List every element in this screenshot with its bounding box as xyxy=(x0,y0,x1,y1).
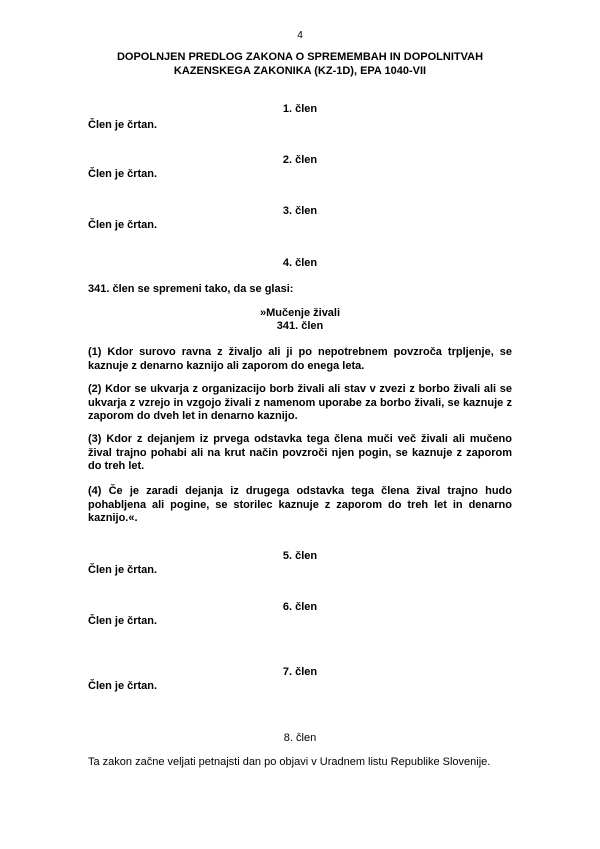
document-title-line-2: KAZENSKEGA ZAKONIKA (KZ-1D), EPA 1040-VII xyxy=(173,65,427,77)
article-1-number: 1. člen xyxy=(282,103,318,115)
article-341-paragraph-4: (4) Če je zaradi dejanja iz drugega odstavka tega člena žival trajno hudo pohabljena ali pogine, se storilec kaznuje z zaporom do treh let in denarno kaznijo.«. xyxy=(88,485,512,524)
article-2-number: 2. člen xyxy=(282,154,318,166)
article-341-paragraph-3: (3) Kdor z dejanjem iz prvega odstavka tega člena muči več živali ali mučeno žival trajno pohabi ali na krut način povzroči njen pogin, se kaznuje z zaporom do treh let. xyxy=(88,433,512,472)
article-2-text: Člen je črtan. xyxy=(88,168,158,180)
article-341-heading xyxy=(0,307,600,333)
document-title xyxy=(60,50,540,78)
article-6-text: Člen je črtan. xyxy=(88,615,158,627)
article-341-heading-number: 341. člen xyxy=(276,320,324,332)
article-5-text: Člen je črtan. xyxy=(88,564,158,576)
article-3-text: Člen je črtan. xyxy=(88,219,158,231)
article-7-text: Člen je črtan. xyxy=(88,680,158,692)
article-8-text: Ta zakon začne veljati petnajsti dan po objavi v Uradnem listu Republike Slovenije. xyxy=(88,756,491,768)
article-4-number: 4. člen xyxy=(282,257,318,269)
article-6-number: 6. člen xyxy=(282,601,318,613)
article-341-heading-title: »Mučenje živali xyxy=(259,307,341,319)
document-title-line-1: DOPOLNJEN PREDLOG ZAKONA O SPREMEMBAH IN DOPOLNITVAH xyxy=(116,51,484,63)
article-3-number: 3. člen xyxy=(282,205,318,217)
article-341-paragraph-2: (2) Kdor se ukvarja z organizacijo borb živali ali stav v zvezi z borbo živali ali se ukvarja z vzrejo in vzgojo živali z namenom uporabe za borbo živali, se kaznuje z zaporom do dveh let in denarno kaznijo. xyxy=(88,383,512,422)
page-number: 4 xyxy=(297,30,303,41)
article-5-number: 5. člen xyxy=(282,550,318,562)
article-8-number: 8. člen xyxy=(283,732,317,744)
article-1-text: Člen je črtan. xyxy=(88,119,158,131)
article-7-number: 7. člen xyxy=(282,666,318,678)
article-4-intro: 341. člen se spremeni tako, da se glasi: xyxy=(88,283,294,295)
article-341-paragraph-1: (1) Kdor surovo ravna z živaljo ali ji po nepotrebnem povzroča trpljenje, se kaznuje z denarno kaznijo ali zaporom do enega leta. xyxy=(88,346,512,372)
